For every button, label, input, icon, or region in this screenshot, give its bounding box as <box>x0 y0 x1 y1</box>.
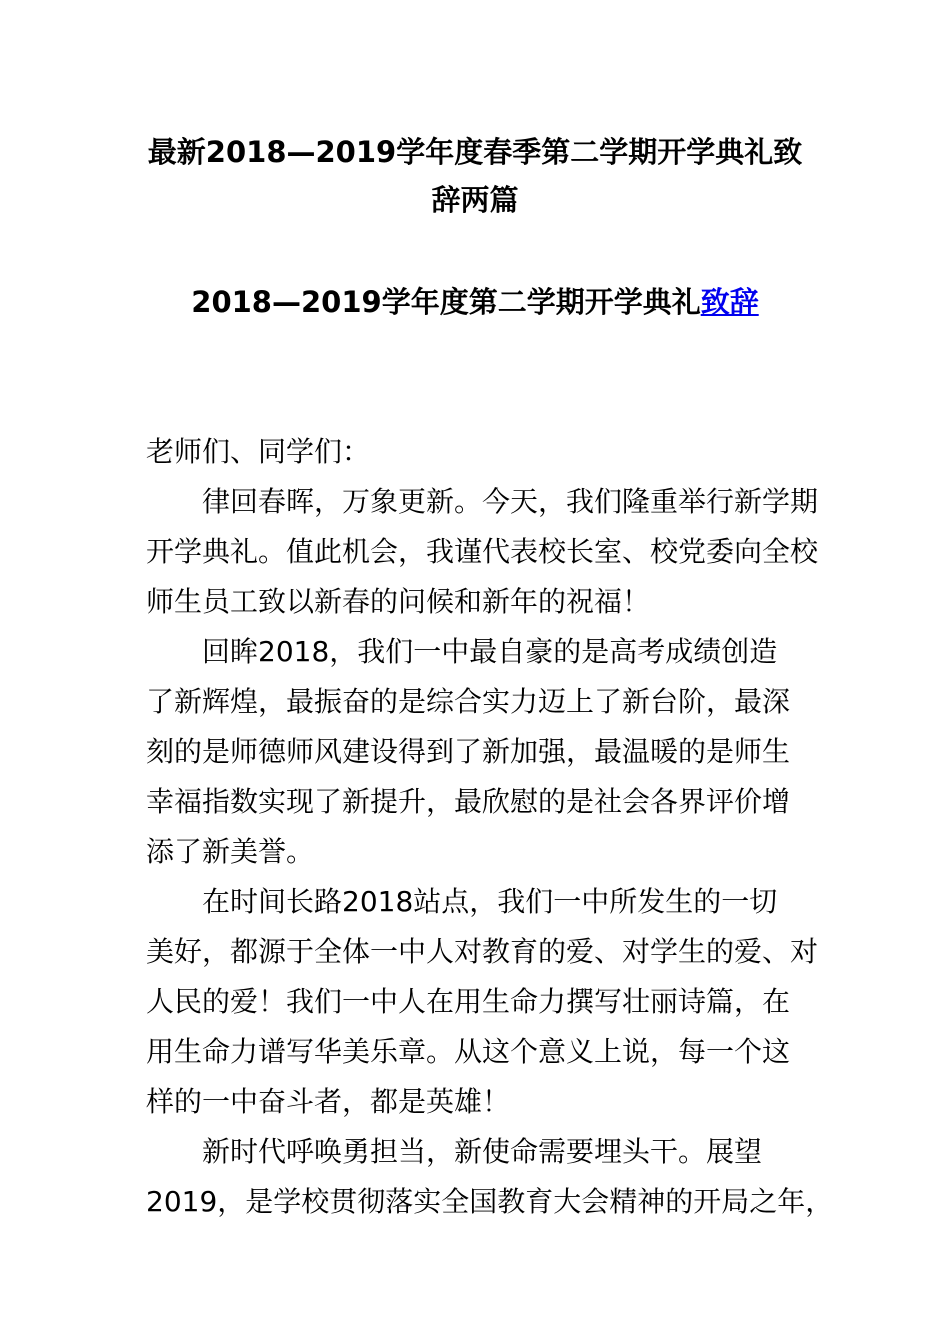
section-heading <box>140 282 810 322</box>
speech-link[interactable]: 致辞 <box>700 285 759 319</box>
body-line: 了新辉煌，最振奋的是综合实力迈上了新台阶，最深 <box>146 685 791 718</box>
body-line: 幸福指数实现了新提升，最欣慰的是社会各界评价增 <box>146 785 791 818</box>
body-line: 回眸2018，我们一中最自豪的是高考成绩创造 <box>202 635 778 668</box>
body-line: 2019，是学校贯彻落实全国教育大会精神的开局之年， <box>146 1185 834 1218</box>
body-line: 人民的爱！我们一中人在用生命力撰写壮丽诗篇，在 <box>146 985 791 1018</box>
salutation: 老师们、同学们： <box>146 435 371 468</box>
body-line: 新时代呼唤勇担当，新使命需要埋头干。展望 <box>202 1135 763 1168</box>
body-line: 样的一中奋斗者，都是英雄！ <box>146 1085 511 1118</box>
body-line: 开学典礼。值此机会，我谨代表校长室、校党委向全校 <box>146 535 819 568</box>
body-line: 用生命力谱写华美乐章。从这个意义上说，每一个这 <box>146 1035 791 1068</box>
document-title-line-1: 最新2018—2019学年度春季第二学期开学典礼致 <box>147 135 803 169</box>
section-heading-text: 2018—2019学年度第二学期开学典礼 <box>191 285 701 319</box>
body-line: 师生员工致以新春的问候和新年的祝福！ <box>146 585 651 618</box>
body-line: 刻的是师德师风建设得到了新加强，最温暖的是师生 <box>146 735 791 768</box>
body-line: 在时间长路2018站点，我们一中所发生的一切 <box>202 885 778 918</box>
body-line: 美好，都源于全体一中人对教育的爱、对学生的爱、对 <box>146 935 819 968</box>
document-title-line-2: 辞两篇 <box>431 183 519 217</box>
body-line: 律回春晖，万象更新。今天，我们隆重举行新学期 <box>202 485 819 518</box>
body-line: 添了新美誉。 <box>146 835 315 868</box>
